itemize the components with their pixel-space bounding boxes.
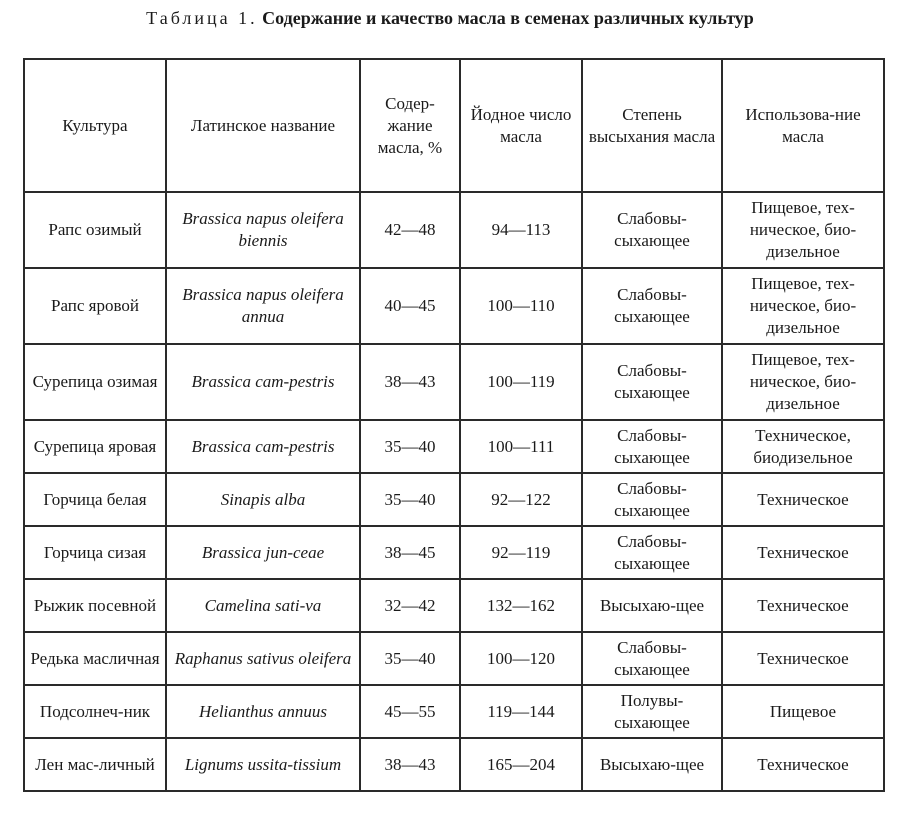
cell-iodine-number: 132—162 [460, 579, 582, 632]
header-culture: Культура [24, 59, 166, 192]
cell-drying-degree: Слабовы-сыхающее [582, 420, 722, 473]
table-row [24, 632, 884, 685]
table-header-row [24, 59, 884, 192]
cell-oil-use: Пищевое, тех-ническое, био-дизельное [722, 192, 884, 268]
header-oil-content: Содер-жание масла, % [360, 59, 460, 192]
cell-oil-content: 38—45 [360, 526, 460, 579]
table-row [24, 420, 884, 473]
cell-drying-degree: Слабовы-сыхающее [582, 526, 722, 579]
cell-latin-name: Brassica napus oleifera annua [166, 268, 360, 344]
table-row [24, 685, 884, 738]
cell-drying-degree: Слабовы-сыхающее [582, 632, 722, 685]
cell-drying-degree: Слабовы-сыхающее [582, 344, 722, 420]
cell-iodine-number: 100—120 [460, 632, 582, 685]
cell-drying-degree: Полувы-сыхающее [582, 685, 722, 738]
cell-latin-name: Raphanus sativus oleifera [166, 632, 360, 685]
cell-drying-degree: Высыхаю-щее [582, 738, 722, 791]
table-row [24, 738, 884, 791]
cell-latin-name: Camelina sati-va [166, 579, 360, 632]
cell-oil-content: 38—43 [360, 344, 460, 420]
cell-iodine-number: 165—204 [460, 738, 582, 791]
table-caption [0, 6, 900, 30]
cell-culture: Подсолнеч-ник [24, 685, 166, 738]
cell-iodine-number: 100—119 [460, 344, 582, 420]
cell-oil-content: 35—40 [360, 420, 460, 473]
cell-culture: Сурепица яровая [24, 420, 166, 473]
cell-oil-use: Техническое [722, 473, 884, 526]
cell-latin-name: Brassica cam-pestris [166, 420, 360, 473]
cell-oil-content: 40—45 [360, 268, 460, 344]
cell-latin-name: Lignums ussita-tissium [166, 738, 360, 791]
cell-oil-use: Техническое [722, 632, 884, 685]
cell-iodine-number: 100—110 [460, 268, 582, 344]
cell-iodine-number: 94—113 [460, 192, 582, 268]
oil-content-table [23, 58, 885, 792]
cell-drying-degree: Высыхаю-щее [582, 579, 722, 632]
cell-drying-degree: Слабовы-сыхающее [582, 268, 722, 344]
cell-oil-content: 38—43 [360, 738, 460, 791]
cell-culture: Рыжик посевной [24, 579, 166, 632]
table-row [24, 473, 884, 526]
cell-iodine-number: 100—111 [460, 420, 582, 473]
cell-iodine-number: 92—122 [460, 473, 582, 526]
cell-oil-use: Пищевое, тех-ническое, био-дизельное [722, 344, 884, 420]
cell-culture: Лен мас-личный [24, 738, 166, 791]
table-row [24, 268, 884, 344]
cell-culture: Рапс озимый [24, 192, 166, 268]
cell-latin-name: Sinapis alba [166, 473, 360, 526]
cell-oil-content: 35—40 [360, 473, 460, 526]
cell-latin-name: Helianthus annuus [166, 685, 360, 738]
cell-iodine-number: 119—144 [460, 685, 582, 738]
cell-drying-degree: Слабовы-сыхающее [582, 473, 722, 526]
cell-oil-use: Пищевое, тех-ническое, био-дизельное [722, 268, 884, 344]
cell-oil-use: Техническое [722, 738, 884, 791]
cell-oil-use: Техническое, биодизельное [722, 420, 884, 473]
cell-iodine-number: 92—119 [460, 526, 582, 579]
cell-culture: Рапс яровой [24, 268, 166, 344]
table-row [24, 192, 884, 268]
cell-culture: Горчица белая [24, 473, 166, 526]
cell-drying-degree: Слабовы-сыхающее [582, 192, 722, 268]
table-caption-title: Содержание и качество масла в семенах различных культур [262, 8, 754, 28]
cell-latin-name: Brassica cam-pestris [166, 344, 360, 420]
cell-oil-content: 45—55 [360, 685, 460, 738]
cell-culture: Сурепица озимая [24, 344, 166, 420]
cell-latin-name: Brassica napus oleifera biennis [166, 192, 360, 268]
header-iodine-number: Йодное число масла [460, 59, 582, 192]
table-row [24, 344, 884, 420]
cell-oil-content: 42—48 [360, 192, 460, 268]
cell-oil-use: Техническое [722, 579, 884, 632]
cell-oil-use: Техническое [722, 526, 884, 579]
cell-culture: Горчица сизая [24, 526, 166, 579]
cell-culture: Редька масличная [24, 632, 166, 685]
cell-latin-name: Brassica jun-ceae [166, 526, 360, 579]
header-oil-use: Использова-ние масла [722, 59, 884, 192]
table-row [24, 579, 884, 632]
cell-oil-use: Пищевое [722, 685, 884, 738]
header-latin-name: Латинское название [166, 59, 360, 192]
header-drying-degree: Степень высыхания масла [582, 59, 722, 192]
table-row [24, 526, 884, 579]
cell-oil-content: 35—40 [360, 632, 460, 685]
cell-oil-content: 32—42 [360, 579, 460, 632]
table-caption-label: Таблица 1. [146, 8, 258, 28]
